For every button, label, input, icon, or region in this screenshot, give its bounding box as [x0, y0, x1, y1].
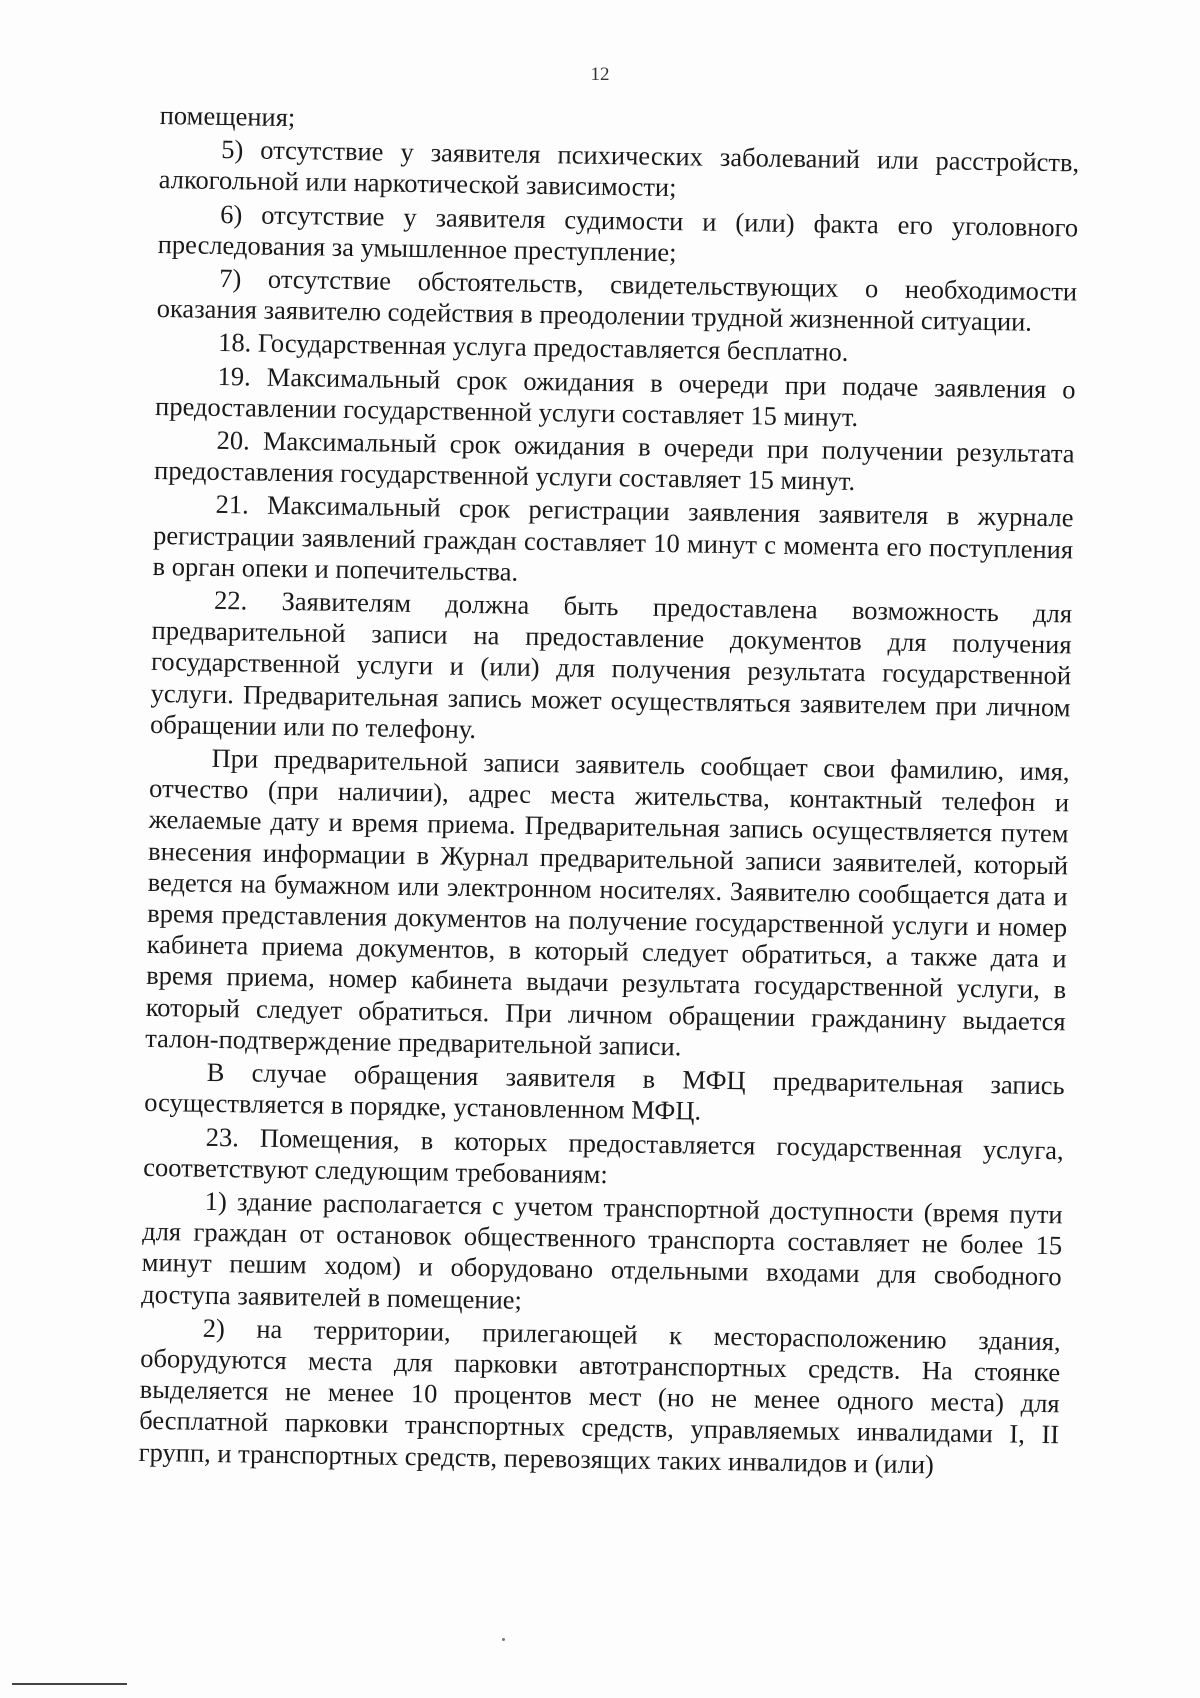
paragraph-item-6: 6) отсутствие у заявителя судимости и (или) факта его уголовного преследования за умышленное преступление;: [157, 198, 1079, 267]
paragraph-22: 22. Заявителям должна быть предоставлена возможность для предварительной записи на предоставление документов для получения государственной услуги и (или) для получения результата государственной услуги. Предварительная запись может осуществляться заявителем при личном обращении или по телефону.: [149, 584, 1073, 744]
paragraph-item-5: 5) отсутствие у заявителя психических заболеваний или расстройств, алкогольной или наркотической зависимости;: [158, 134, 1080, 203]
paragraph-item-7: 7) отсутствие обстоятельств, свидетельствующих о необходимости оказания заявителю содействия в преодолении трудной жизненной ситуации.: [156, 262, 1078, 337]
paragraph-23-item-2: 2) на территории, прилегающей к месторасположению здания, оборудуются места для парковки автотранспортных средств. На стоянке выделяется не менее 10 процентов мест (но не менее одного места) для бесплатной парковки транспортных средств, управляемых инвалидами I, II групп, и транспортных средств, перевозящих таких инвалидов и (или): [138, 1312, 1061, 1479]
document-body: [139, 100, 1080, 1482]
paragraph-23-item-1: 1) здание располагается с учетом транспортной доступности (время пути для граждан от остановок общественного транспорта составляет не более 15 минут пешим ходом) и оборудовано отдельными входами для свободного доступа заявителей в помещение;: [141, 1185, 1063, 1315]
paragraph-preliminary-record: При предварительной записи заявитель сообщает свои фамилию, имя, отчество (при наличии), адрес места жительства, контактный телефон и желаемые дату и время приема. Предварительная запись осуществляется путем внесения информации в Журнал предварительной записи заявителей, который ведется на бумажном или электронном носителях. Заявителю сообщается дата и время представления документов на получение государственной услуги и номер кабинета приема документов, в который следует обратиться, а также дата и время приема, номер кабинета выдачи результата государственной услуги, в который следует обратиться. При личном обращении гражданину выдается талон-подтверждение предварительной записи.: [145, 742, 1070, 1062]
paragraph-23: 23. Помещения, в которых предоставляется государственная услуга, соответствуют следующим требованиям:: [143, 1121, 1064, 1189]
paragraph-21: 21. Максимальный срок регистрации заявления заявителя в журнале регистрации заявлений граждан составляет 10 минут с момента его поступления в орган опеки и попечительства.: [152, 489, 1074, 587]
paragraph-continuation: помещения;: [159, 100, 296, 133]
scan-edge-line: [12, 1683, 127, 1685]
paragraph-19: 19. Максимальный срок ожидания в очереди при подаче заявления о предоставлении государственной услуги составляет 15 минут.: [154, 360, 1076, 432]
paragraph-mfc: В случае обращения заявителя в МФЦ предварительная запись осуществляется в порядке, установленном МФЦ.: [144, 1056, 1065, 1126]
scan-speck: [502, 1638, 505, 1641]
paragraph-20: 20. Максимальный срок ожидания в очереди при получении результата предоставления государственной услуги составляет 15 минут.: [153, 424, 1075, 497]
page-number: 12: [590, 64, 610, 85]
paragraph-18: 18. Государственная услуга предоставляется бесплатно.: [217, 327, 849, 368]
